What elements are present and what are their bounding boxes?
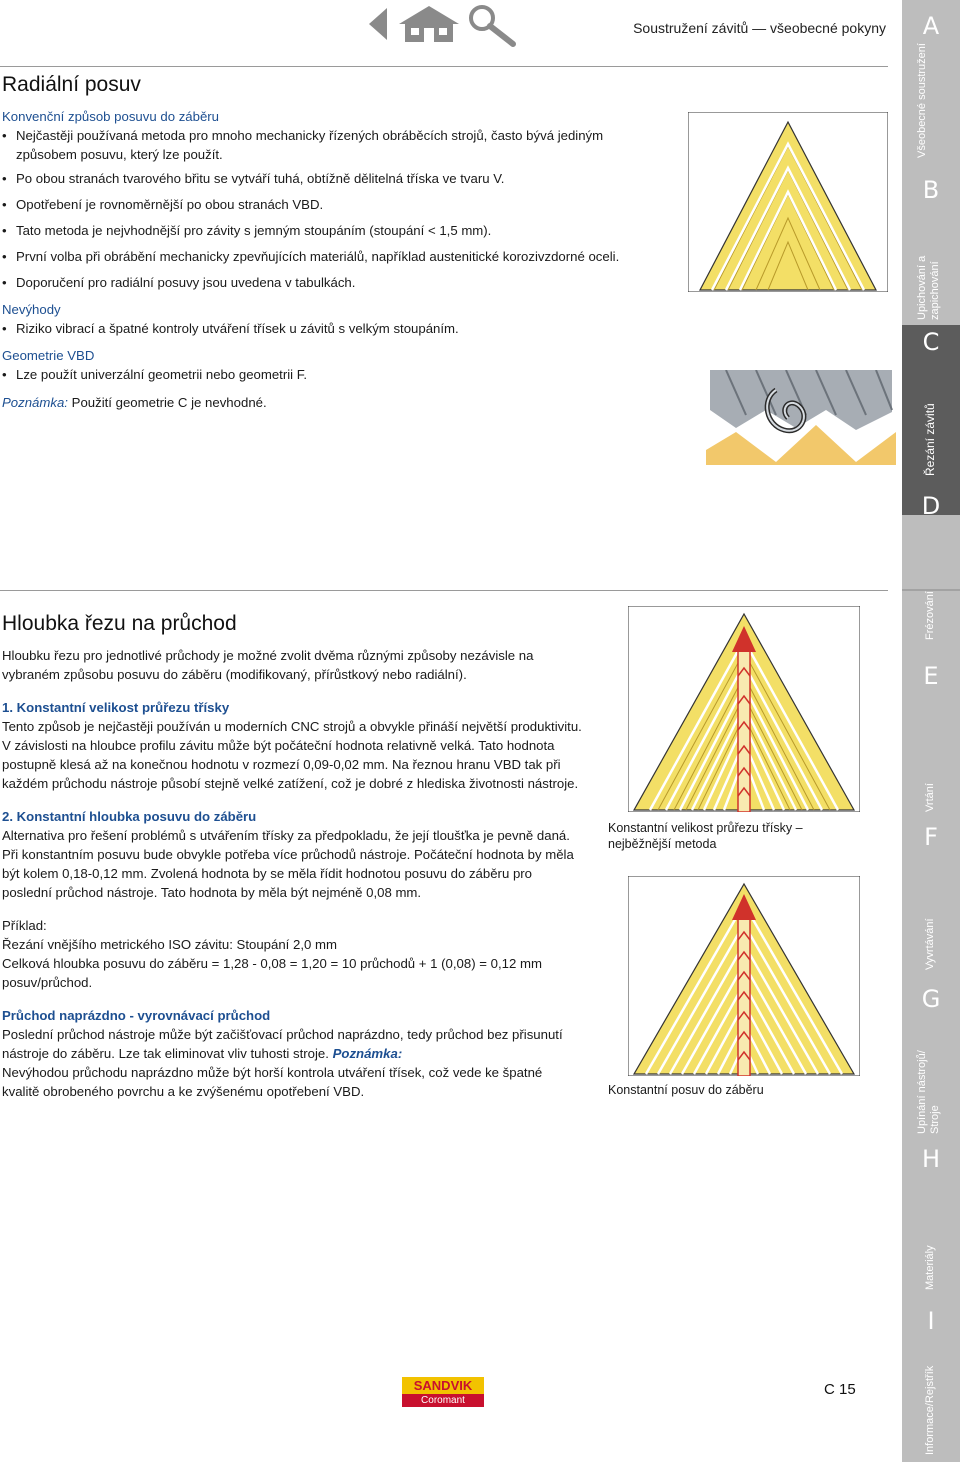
section1-bullet-4: • Tato metoda je nejvhodnější pro závity s jemným stoupáním (stoupání < 1,5 mm).	[2, 221, 662, 240]
tab-label-frezovani[interactable]: Frézování	[924, 591, 936, 640]
tab-letter-f[interactable]: F	[924, 823, 938, 851]
section1-title: Radiální posuv	[2, 73, 141, 96]
navigation-icons	[365, 2, 525, 48]
tab-label-upichovani-line2: zapichování	[929, 261, 941, 320]
tab-letter-c[interactable]: C	[922, 328, 940, 356]
search-icon[interactable]	[471, 7, 513, 44]
home-icon[interactable]	[399, 6, 459, 42]
tab-letter-b[interactable]: B	[922, 176, 940, 204]
page-number: C 15	[824, 1381, 856, 1398]
fig1-caption-text: Konstantní velikost průřezu třísky – nejběžnější metoda	[608, 821, 803, 851]
radial-infeed-illustration	[688, 112, 888, 292]
method3-note-text: Nevýhodou průchodu naprázdno může být horší kontrola utváření třísek, což vede ke špatné kvalitě obrobeného povrchu a ke zvýšenému opotřebení VBD.	[2, 1065, 543, 1099]
section2-body	[2, 646, 582, 1101]
section2-title: Hloubka řezu na průchod	[2, 612, 237, 635]
tab-label-vyvrtavani[interactable]: Vyvrtávání	[924, 918, 936, 970]
section1-body	[2, 108, 662, 412]
tab-letter-h[interactable]: H	[921, 1145, 941, 1173]
tab-label-informace[interactable]: Informace/Rejstřík	[924, 1365, 936, 1455]
tab-bar-background	[902, 0, 960, 1462]
tab-label-upinani[interactable]	[916, 1050, 942, 1134]
index-tab-bar	[902, 0, 960, 1462]
tab-letter-g[interactable]: G	[921, 985, 941, 1013]
tab-label-vseobecne[interactable]: Všeobecné soustružení	[916, 43, 928, 158]
tab-letter-i[interactable]: I	[927, 1307, 935, 1335]
tab-label-upinani-line2: Stroje	[929, 1105, 941, 1134]
sandvik-coromant-logo	[402, 1377, 484, 1407]
method3-title: Průchod naprázdno - vyrovnávací průchod	[2, 1008, 271, 1023]
section1-bullet-nevyhody: • Riziko vibrací a špatné kontroly utváření třísek u závitů s velkým stoupáním.	[2, 319, 662, 338]
section1-bullet-5: • První volba při obrábění mechanicky zpevňujících materiálů, například austenitické korozivzdorné oceli.	[2, 247, 668, 266]
section1-note	[2, 393, 662, 412]
section1-subheading-geometrie: Geometrie VBD	[2, 348, 95, 363]
section1-subheading-nevyhody: Nevýhody	[2, 302, 61, 317]
tab-label-rezani-zavitu[interactable]: Řezání závitů	[923, 403, 937, 476]
method2-text: Alternativa pro řešení problémů s utvářením třísky za předpokladu, že její tloušťka je pevně daná. Při konstantním posuvu bude obvykle potřeba více průchodů nástroje. Počáteční hodnota by měla být kolem 0,18-0,12 mm. Zvolená hodnota by se měla řídit hodnotou posuvu do záběru pro poslední průchod nástroje. Tato hodnota by měla být nejméně 0,08 mm.	[2, 828, 574, 900]
logo-subbrand-text: Coromant	[421, 1395, 465, 1406]
section1-note-label: Poznámka:	[2, 395, 68, 410]
section1-bullet-1: • Nejčastěji používaná metoda pro mnoho mechanicky řízených obráběcích strojů, často bývá jediným způsobem posuvu, který lze použít.	[2, 126, 662, 164]
method2-title: 2. Konstantní hloubka posuvu do záběru	[2, 809, 257, 824]
method1-title: 1. Konstantní velikost průřezu třísky	[2, 700, 230, 715]
example-line-1: Řezání vnějšího metrického ISO závitu: Stoupání 2,0 mm	[2, 937, 337, 952]
tab-label-upichovani[interactable]	[916, 256, 942, 320]
insert-chip-illustration	[706, 370, 896, 465]
tab-label-upinani-line1: Upínání nástrojů/	[916, 1050, 928, 1134]
header-title: Soustružení závitů — všeobecné pokyny	[633, 20, 886, 36]
section1-top-rule	[0, 66, 888, 67]
example-label: Příklad:	[2, 918, 47, 933]
tab-label-upichovani-line1: Upichování a	[916, 255, 928, 320]
section2-top-rule	[0, 590, 888, 591]
tab-letter-e[interactable]: E	[923, 662, 939, 690]
method3-text-main: Poslední průchod nástroje může být začišťovací průchod naprázdno, tedy průchod bez přisunutí nástroje do záběru. Lze tak eliminovat vliv tuhosti stroje.	[2, 1027, 563, 1061]
fig2-caption: Konstantní posuv do záběru	[608, 1083, 764, 1097]
method3-note-label: Poznámka:	[332, 1046, 403, 1061]
section2-intro: Hloubku řezu pro jednotlivé průchody je možné zvolit dvěma různými způsoby nezávisle na vybraném způsobu posuvu do záběru (modifikovaný, přírůstkový nebo radiální).	[2, 648, 534, 682]
section1-bullet-3: • Opotřebení je rovnoměrnější po obou stranách VBD.	[2, 195, 662, 214]
section1-note-text: Použití geometrie C je nevhodné.	[67, 395, 267, 410]
tab-label-materialy[interactable]: Materiály	[924, 1245, 936, 1290]
section1-bullet-geometrie: • Lze použít univerzální geometrii nebo geometrii F.	[2, 365, 662, 384]
tab-letter-d[interactable]: D	[921, 492, 941, 520]
fig1-caption	[608, 820, 858, 852]
tab-letter-a[interactable]: A	[922, 12, 940, 40]
constant-chip-area-illustration	[628, 606, 860, 812]
example-line-2: Celková hloubka posuvu do záběru = 1,28 - 0,08 = 1,20 = 10 průchodů + 1 (0,08) = 0,12 mm posuv/průchod.	[2, 956, 542, 990]
section1-subheading-konvencni: Konvenční způsob posuvu do záběru	[2, 109, 220, 124]
section1-bullet-6: • Doporučení pro radiální posuvy jsou uvedena v tabulkách.	[2, 273, 662, 292]
logo-brand-text: SANDVIK	[413, 1378, 473, 1393]
method1-text: Tento způsob je nejčastěji používán u moderních CNC strojů a obvykle přináší největší produktivitu. V závislosti na hloubce profilu závitu může být počáteční hodnota relativně velká. Tato hodnota postupně klesá až na konečnou hodnotu v rozmezí 0,09-0,02 mm. Na řeznou hranu VBD tak při každém průchodu nástroje působí stejně velké zatížení, což je dobré z hlediska životnosti nástroje.	[2, 719, 582, 791]
back-arrow-icon[interactable]	[369, 8, 387, 40]
section1-bullet-2: • Po obou stranách tvarového břitu se vytváří tuhá, obtížně dělitelná tříska ve tvaru V.	[2, 169, 662, 188]
method3-text	[2, 1025, 582, 1101]
constant-infeed-illustration	[628, 876, 860, 1076]
tab-label-vrtani[interactable]: Vrtání	[924, 783, 936, 812]
